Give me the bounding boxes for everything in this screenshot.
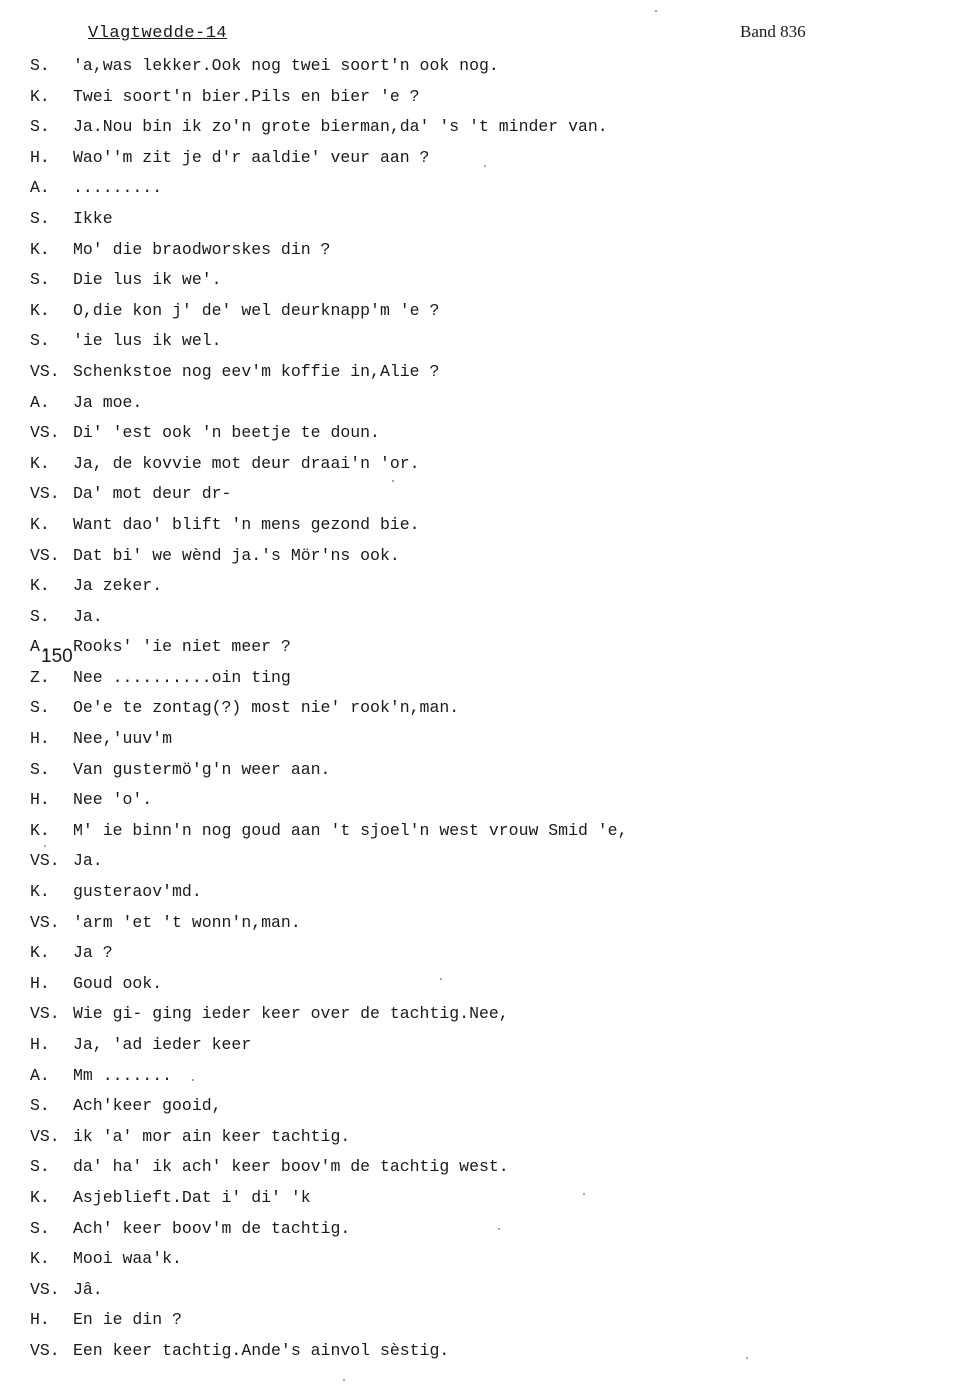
transcript-line [30, 452, 930, 483]
speaker-label: S. [30, 698, 50, 718]
transcript-line [30, 207, 930, 238]
utterance-text: Ja.Nou bin ik zo'n grote bierman,da' 's 't minder van. [73, 117, 608, 137]
transcript-line [30, 941, 930, 972]
speaker-label: K. [30, 300, 50, 320]
speaker-label: H. [30, 973, 50, 993]
speaker-label: Z. [30, 667, 50, 687]
utterance-text: Ja moe. [73, 392, 143, 412]
transcript-line [30, 1247, 930, 1278]
transcript-line [30, 360, 930, 391]
utterance-text: Mo' die braodworskes din ? [73, 239, 331, 259]
transcript-line [30, 482, 930, 513]
speaker-label: S. [30, 270, 50, 290]
utterance-text: Een keer tachtig.Ande's ainvol sèstig. [73, 1340, 450, 1360]
utterance-text: Dat bi' we wènd ja.'s Mör'ns ook. [73, 545, 400, 565]
utterance-text: Ach'keer gooid, [73, 1096, 222, 1116]
transcript-line [30, 972, 930, 1003]
utterance-text: Mm ....... [73, 1065, 173, 1085]
utterance-text: Da' mot deur dr- [73, 484, 232, 504]
scan-speck [746, 1357, 748, 1359]
utterance-text: Nee,'uuv'm [73, 729, 173, 749]
speaker-label: S. [30, 1157, 50, 1177]
transcript-line [30, 391, 930, 422]
utterance-text: gusteraov'md. [73, 882, 202, 902]
transcript-line [30, 238, 930, 269]
transcript-line [30, 849, 930, 880]
transcript-lines [30, 54, 930, 1370]
transcript-line [30, 1064, 930, 1095]
utterance-text: Di' 'est ook 'n beetje te doun. [73, 423, 380, 443]
transcript-line [30, 1155, 930, 1186]
transcript-line [30, 1339, 930, 1370]
utterance-text: 'ie lus ik wel. [73, 331, 222, 351]
utterance-text: Rooks' 'ie niet meer ? [73, 637, 291, 657]
speaker-label: S. [30, 759, 50, 779]
speaker-label: VS. [30, 1340, 60, 1360]
utterance-text: 'arm 'et 't wonn'n,man. [73, 912, 301, 932]
utterance-text: Ja ? [73, 943, 113, 963]
utterance-text: Goud ook. [73, 973, 163, 993]
transcript-line [30, 788, 930, 819]
transcript-line [30, 85, 930, 116]
utterance-text: Schenkstoe nog eev'm koffie in,Alie ? [73, 361, 440, 381]
utterance-text: Ja. [73, 851, 103, 871]
transcript-line [30, 1002, 930, 1033]
transcript-line [30, 1186, 930, 1217]
speaker-label: H. [30, 1310, 50, 1330]
utterance-text: da' ha' ik ach' keer boov'm de tachtig west. [73, 1157, 509, 1177]
speaker-label: A. [30, 1065, 50, 1085]
speaker-label: S. [30, 56, 50, 75]
utterance-text: Van gustermö'g'n weer aan. [73, 759, 331, 779]
speaker-label: VS. [30, 484, 60, 504]
speaker-label: H. [30, 147, 50, 167]
utterance-text: Twei soort'n bier.Pils en bier 'e ? [73, 86, 420, 106]
speaker-label: A. [30, 178, 50, 198]
speaker-label: A. [30, 637, 50, 657]
transcript-line [30, 146, 930, 177]
speaker-label: K. [30, 239, 50, 259]
speaker-label: VS. [30, 851, 60, 871]
utterance-text: M' ie binn'n nog goud aan 't sjoel'n west vrouw Smid 'e, [73, 820, 628, 840]
speaker-label: VS. [30, 1004, 60, 1024]
speaker-label: H. [30, 790, 50, 810]
speaker-label: K. [30, 882, 50, 902]
scan-speck [192, 1079, 194, 1081]
transcript-line [30, 1308, 930, 1339]
transcript-line [30, 268, 930, 299]
speaker-label: K. [30, 820, 50, 840]
transcript-line [30, 574, 930, 605]
transcript-line [30, 1217, 930, 1248]
speaker-label: VS. [30, 1126, 60, 1146]
speaker-label: S. [30, 1218, 50, 1238]
utterance-text: O,die kon j' de' wel deurknapp'm 'e ? [73, 300, 440, 320]
document-title: Vlagtwedde-14 [88, 24, 228, 43]
speaker-label: A. [30, 392, 50, 412]
speaker-label: S. [30, 117, 50, 137]
transcript-line [30, 880, 930, 911]
utterance-text: Ja zeker. [73, 576, 163, 596]
transcript-line [30, 727, 930, 758]
speaker-label: S. [30, 331, 50, 351]
utterance-text: Ja. [73, 606, 103, 626]
utterance-text: Ach' keer boov'm de tachtig. [73, 1218, 351, 1238]
transcript-line [30, 544, 930, 575]
speaker-label: K. [30, 1249, 50, 1269]
utterance-text: Ja, 'ad ieder keer [73, 1035, 252, 1054]
scan-speck [655, 10, 657, 12]
speaker-label: K. [30, 1187, 50, 1207]
transcript-line [30, 1125, 930, 1156]
transcript-line [30, 911, 930, 942]
transcript-line [30, 1278, 930, 1309]
scan-speck [440, 978, 442, 980]
scan-speck [498, 1228, 500, 1230]
utterance-text: Asjeblieft.Dat i' di' 'k [73, 1187, 311, 1207]
transcript-line [30, 176, 930, 207]
speaker-label: K. [30, 453, 50, 473]
scan-speck [583, 1193, 585, 1195]
utterance-text: Wao''m zit je d'r aaldie' veur aan ? [73, 147, 430, 167]
speaker-label: K. [30, 514, 50, 534]
transcript-line [30, 54, 930, 85]
speaker-label: S. [30, 208, 50, 228]
transcript-line [30, 329, 930, 360]
transcript-line [30, 666, 930, 697]
speaker-label: VS. [30, 1279, 60, 1299]
utterance-text: Jâ. [73, 1279, 103, 1299]
utterance-text: Wie gi- ging ieder keer over de tachtig.Nee, [73, 1004, 509, 1024]
utterance-text: Ja, de kovvie mot deur draai'n 'or. [73, 453, 420, 473]
speaker-label: K. [30, 86, 50, 106]
speaker-label: K. [30, 943, 50, 963]
speaker-label: K. [30, 576, 50, 596]
scan-speck [484, 165, 486, 167]
utterance-text: Nee ..........oin ting [73, 667, 291, 687]
speaker-label: VS. [30, 361, 60, 381]
transcript-line [30, 819, 930, 850]
speaker-label: S. [30, 606, 50, 626]
transcript-line [30, 758, 930, 789]
speaker-label: S. [30, 1096, 50, 1116]
speaker-label: VS. [30, 912, 60, 932]
transcript-line [30, 1033, 930, 1064]
utterance-text: En ie din ? [73, 1310, 182, 1330]
utterance-text: Mooi waa'k. [73, 1249, 182, 1269]
utterance-text: Ikke [73, 208, 113, 228]
utterance-text: Die lus ik we'. [73, 270, 222, 290]
scan-speck [392, 480, 394, 482]
transcript-line [30, 299, 930, 330]
scan-speck [343, 1379, 345, 1381]
transcript-line [30, 605, 930, 636]
utterance-text: Nee 'o'. [73, 790, 153, 810]
transcript-line [30, 635, 930, 666]
transcript-line [30, 115, 930, 146]
speaker-label: H. [30, 1035, 50, 1054]
utterance-text: ik 'a' mor ain keer tachtig. [73, 1126, 351, 1146]
utterance-text: Oe'e te zontag(?) most nie' rook'n,man. [73, 698, 460, 718]
utterance-text: ......... [73, 178, 163, 198]
utterance-text: Want dao' blift 'n mens gezond bie. [73, 514, 420, 534]
speaker-label: VS. [30, 423, 60, 443]
band-number: Band 836 [740, 22, 806, 41]
transcript-line [30, 421, 930, 452]
transcript-line [30, 696, 930, 727]
speaker-label: VS. [30, 545, 60, 565]
utterance-text: 'a,was lekker.Ook nog twei soort'n ook nog. [73, 56, 499, 75]
transcript-line [30, 513, 930, 544]
scan-speck [44, 845, 46, 847]
margin-annotation: 150 [41, 646, 73, 667]
speaker-label: H. [30, 729, 50, 749]
transcript-line [30, 1094, 930, 1125]
